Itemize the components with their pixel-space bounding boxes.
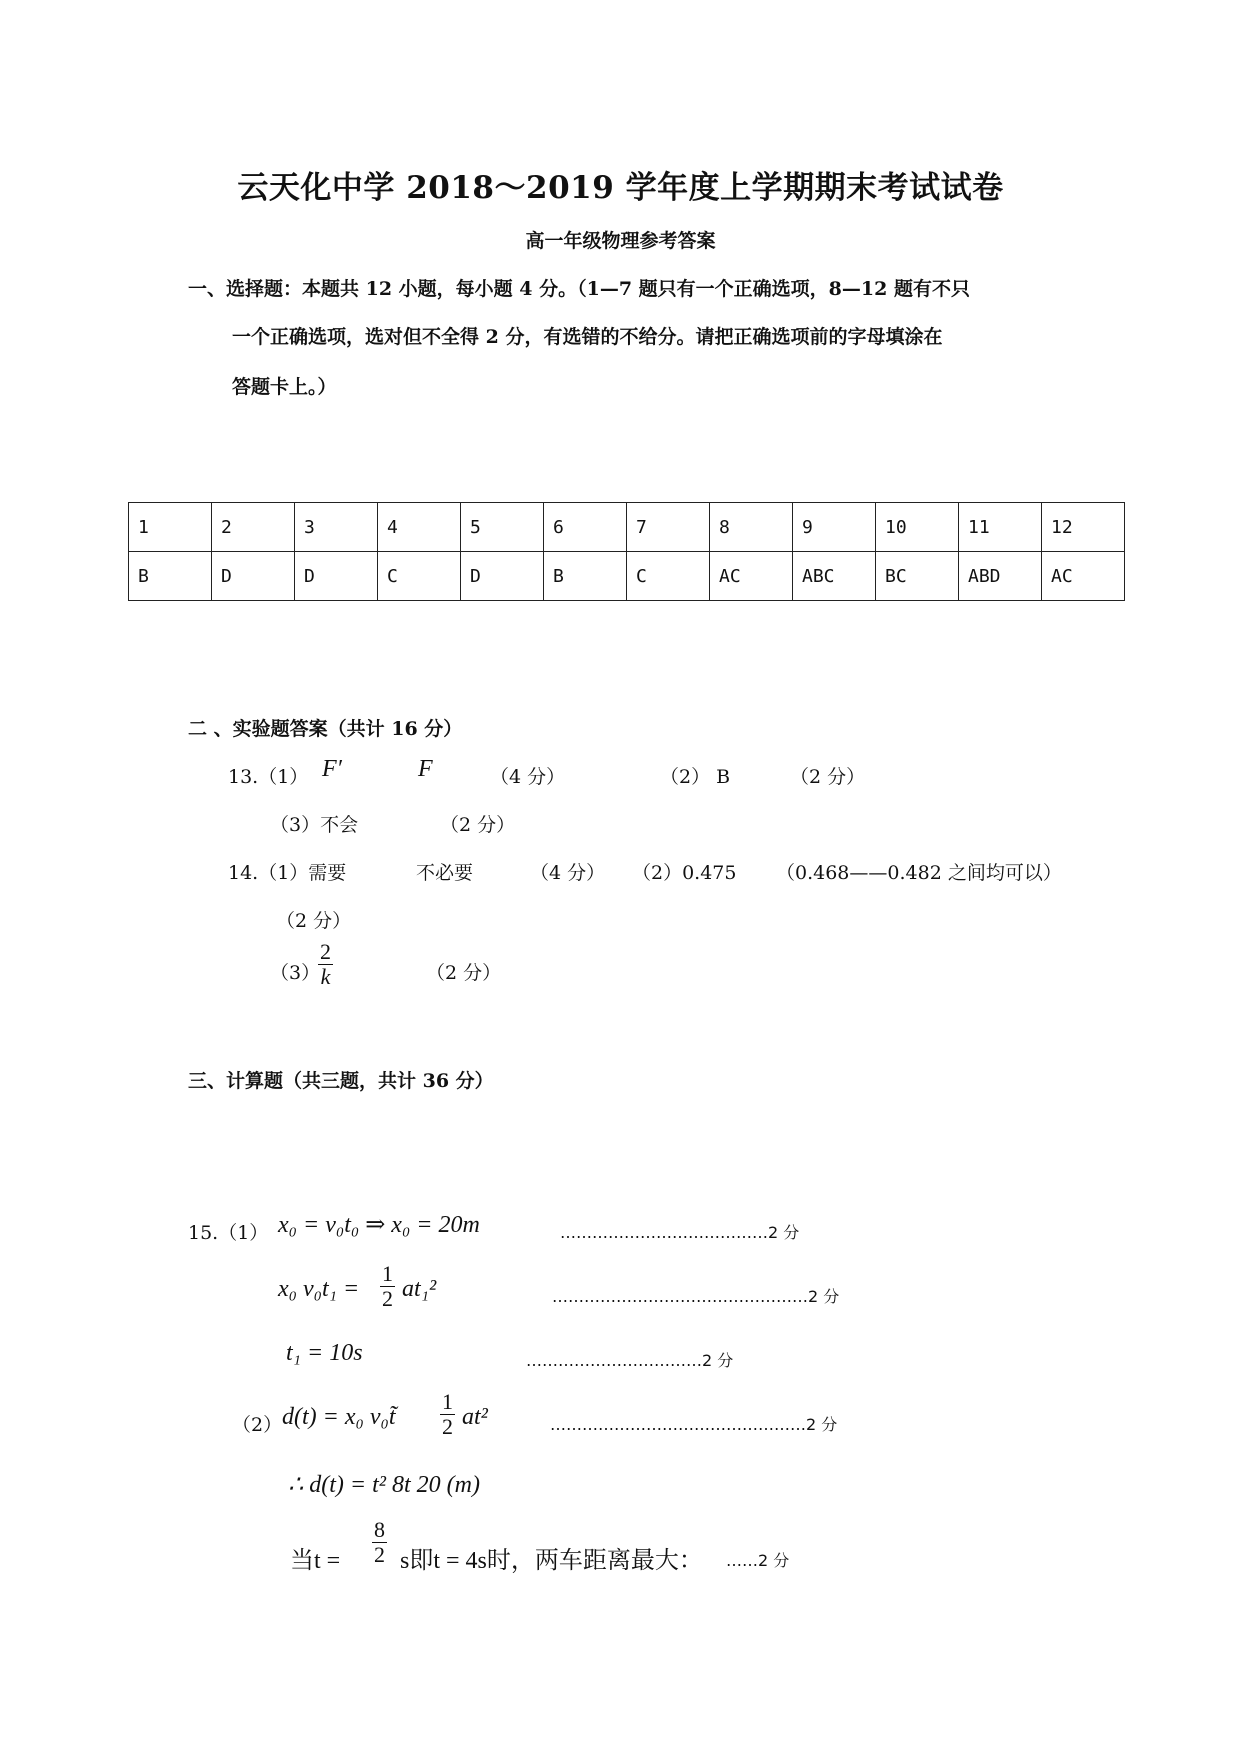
fraction-numerator: 1	[442, 1389, 453, 1414]
table-cell: 9	[793, 503, 876, 552]
table-cell: ABD	[959, 552, 1042, 601]
answer-table	[128, 502, 1125, 601]
q15-eq4-left: d(t) = x₀ v₀t̃	[282, 1404, 396, 1430]
table-cell: D	[212, 552, 295, 601]
q13-answer2: F	[418, 756, 433, 782]
table-cell: B	[544, 552, 627, 601]
q13-part2: （2） B	[660, 766, 731, 788]
table-cell: D	[461, 552, 544, 601]
table-row-answers	[129, 552, 1125, 601]
q13-part3: （3）不会	[270, 814, 359, 836]
table-cell: BC	[876, 552, 959, 601]
q15-dots1: …………………………………2 分	[560, 1223, 800, 1242]
section2-heading: 二 、实验题答案（共计 16 分）	[188, 718, 463, 740]
table-cell: C	[627, 552, 710, 601]
table-cell: 11	[959, 503, 1042, 552]
table-cell: 7	[627, 503, 710, 552]
page-subtitle: 高一年级物理参考答案	[525, 230, 716, 252]
fraction-numerator: 2	[320, 939, 331, 964]
table-cell: B	[129, 552, 212, 601]
table-cell: ABC	[793, 552, 876, 601]
q15-eq5: ∴ d(t) = t² 8t 20 (m)	[288, 1472, 480, 1498]
fraction-numerator: 1	[382, 1261, 393, 1286]
q15-eq6-post: s即t = 4s时，两车距离最大：	[400, 1548, 703, 1574]
fraction-denominator: k	[320, 964, 331, 990]
table-cell: 12	[1042, 503, 1125, 552]
table-cell: 10	[876, 503, 959, 552]
q15-number: 15.（1）	[188, 1222, 269, 1244]
q14-score1: （4 分）	[530, 862, 606, 884]
q15-eq2-fraction	[380, 1262, 395, 1311]
fraction-denominator: 2	[374, 1542, 385, 1568]
q13-score1: （4 分）	[490, 766, 566, 788]
q15-dots4: …………………………………………2 分	[550, 1415, 838, 1434]
q14-score2: （2 分）	[276, 910, 352, 932]
fraction-denominator: 2	[442, 1414, 453, 1440]
table-cell: AC	[1042, 552, 1125, 601]
q13-score3: （2 分）	[440, 814, 516, 836]
section1-line3: 答题卡上。）	[232, 376, 337, 398]
table-cell: AC	[710, 552, 793, 601]
table-cell: D	[295, 552, 378, 601]
table-cell: 2	[212, 503, 295, 552]
q13-answer1: F′	[322, 756, 342, 782]
q15-eq2-right: at₁²	[402, 1276, 437, 1302]
q15-dots2: …………………………………………2 分	[552, 1287, 840, 1306]
section1-line1: 一、选择题：本题共 12 小题，每小题 4 分。（1—7 题只有一个正确选项，8—12 题有不只	[188, 278, 970, 300]
q13-number: 13.（1）	[228, 766, 309, 788]
fraction-denominator: 2	[382, 1286, 393, 1312]
q15-part2: （2）	[232, 1414, 283, 1436]
table-cell: C	[378, 552, 461, 601]
section1-line2: 一个正确选项，选对但不全得 2 分，有选错的不给分。请把正确选项前的字母填涂在	[232, 326, 943, 348]
q13-score2: （2 分）	[790, 766, 866, 788]
table-cell: 3	[295, 503, 378, 552]
table-cell: 5	[461, 503, 544, 552]
fraction-numerator: 8	[374, 1517, 385, 1542]
q15-eq6-pre: 当t =	[290, 1548, 341, 1574]
q14-range: （0.468——0.482 之间均可以）	[776, 862, 1062, 884]
q15-eq2-left: x₀ v₀t₁ =	[278, 1276, 360, 1302]
q14-number: 14.（1）需要	[228, 862, 347, 884]
q15-eq1: x₀ = v₀t₀ ⇒ x₀ = 20m	[278, 1212, 480, 1238]
q14-fraction	[318, 940, 333, 989]
q14-answer2: 不必要	[416, 862, 474, 884]
page-title: 云天化中学 2018～2019 学年度上学期期末考试试卷	[237, 170, 1004, 206]
q14-part3: （3）	[270, 962, 321, 984]
q15-eq4-fraction	[440, 1390, 455, 1439]
section3-heading: 三、计算题（共三题，共计 36 分）	[188, 1070, 494, 1092]
table-cell: 4	[378, 503, 461, 552]
table-cell: 8	[710, 503, 793, 552]
q15-dots3: ……………………………2 分	[526, 1351, 734, 1370]
q14-part2: （2）0.475	[632, 862, 737, 884]
q15-eq6-fraction	[372, 1518, 387, 1567]
q15-eq4-right: at²	[462, 1404, 488, 1430]
table-cell: 6	[544, 503, 627, 552]
q14-score3: （2 分）	[426, 962, 502, 984]
q15-dots6: ……2 分	[726, 1551, 790, 1570]
table-cell: 1	[129, 503, 212, 552]
table-row-numbers	[129, 503, 1125, 552]
q15-eq3: t₁ = 10s	[286, 1340, 363, 1366]
